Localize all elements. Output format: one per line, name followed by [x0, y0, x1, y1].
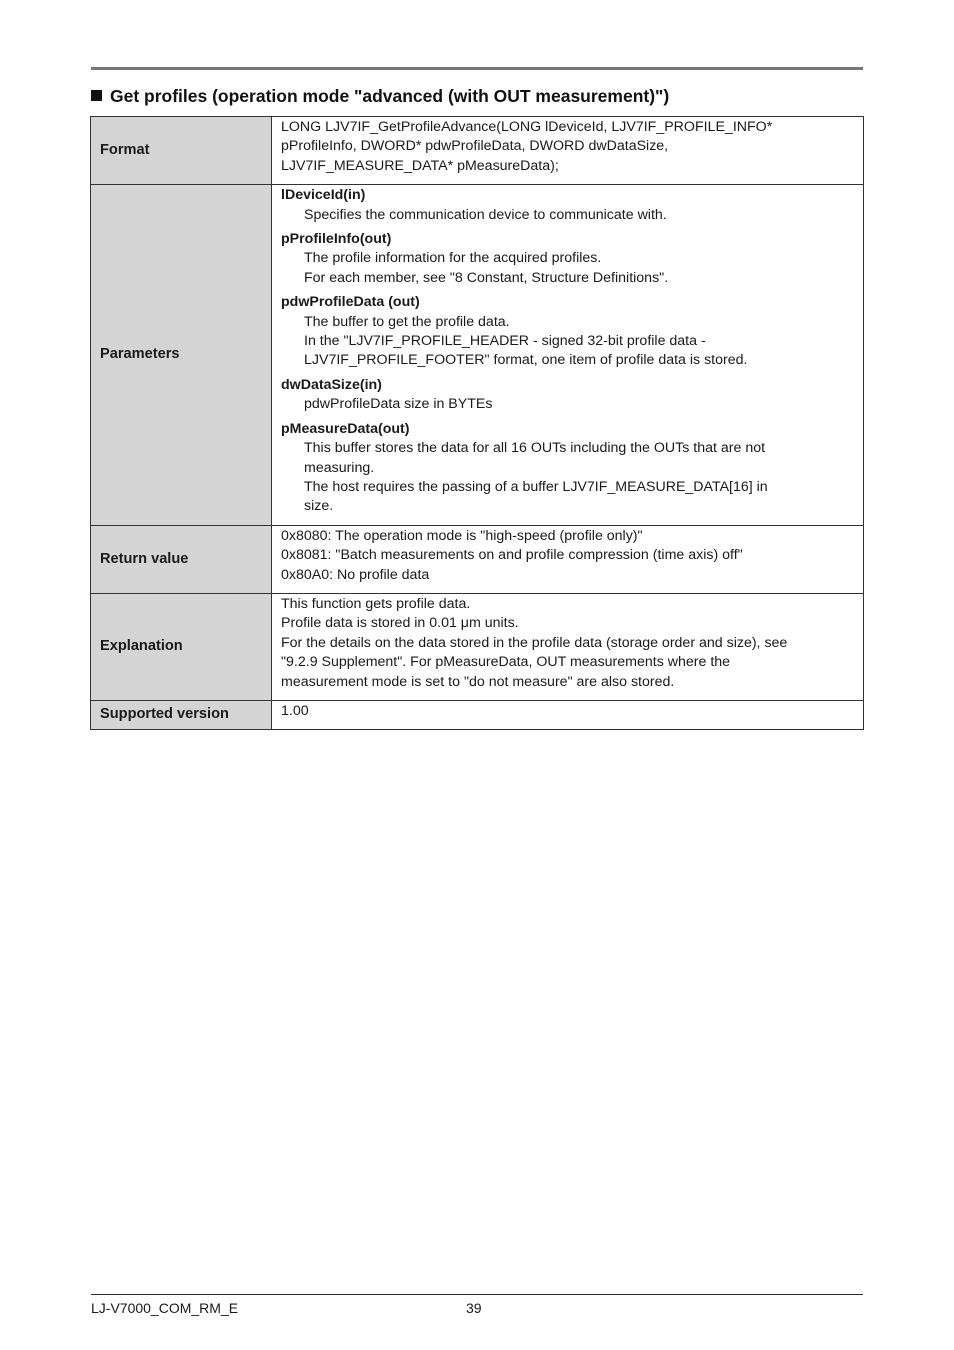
param-name: pdwProfileData (out): [281, 294, 420, 311]
section-heading: [91, 86, 669, 107]
explanation-line: Profile data is stored in 0.01 μm units.: [281, 615, 519, 632]
row-supported-version: [91, 700, 864, 729]
param-desc: Specifies the communication device to communicate with.: [304, 206, 667, 223]
spec-table: [90, 116, 864, 730]
footer-rule: [91, 1294, 863, 1295]
explanation-line: This function gets profile data.: [281, 595, 471, 612]
param-desc: pdwProfileData size in BYTEs: [304, 396, 493, 413]
param-desc: size.: [304, 498, 334, 515]
param-name: dwDataSize(in): [281, 376, 382, 393]
top-rule: [91, 67, 863, 70]
format-content: [272, 117, 864, 185]
explanation-line: For the details on the data stored in the profile data (storage order and size), see: [281, 634, 788, 651]
row-parameters: [91, 185, 864, 526]
param-desc: The buffer to get the profile data.: [304, 313, 510, 330]
param-desc: This buffer stores the data for all 16 OUTs including the OUTs that are not: [304, 440, 766, 457]
explanation-label: Explanation: [91, 593, 272, 700]
return-value-label: Return value: [91, 525, 272, 593]
format-line: LJV7IF_MEASURE_DATA* pMeasureData);: [281, 157, 559, 174]
explanation-content: [272, 593, 864, 700]
row-format: [91, 117, 864, 185]
parameters-content: [272, 185, 864, 526]
row-return-value: [91, 525, 864, 593]
param-desc: The profile information for the acquired profiles.: [304, 250, 602, 267]
format-line: LONG LJV7IF_GetProfileAdvance(LONG lDeviceId, LJV7IF_PROFILE_INFO*: [281, 119, 773, 135]
param-desc: For each member, see "8 Constant, Structure Definitions".: [304, 269, 669, 286]
return-value-line: 0x8080: The operation mode is "high-speed (profile only)": [281, 527, 643, 544]
return-value-line: 0x80A0: No profile data: [281, 566, 430, 583]
explanation-line: measurement mode is set to "do not measure" are also stored.: [281, 673, 675, 690]
parameters-label: Parameters: [91, 185, 272, 526]
format-line: pProfileInfo, DWORD* pdwProfileData, DWORD dwDataSize,: [281, 138, 669, 155]
return-value-line: 0x8081: "Batch measurements on and profile compression (time axis) off": [281, 547, 743, 564]
format-label: Format: [91, 117, 272, 185]
supported-version-value: 1.00: [272, 700, 864, 729]
param-desc: measuring.: [304, 459, 375, 476]
param-name: lDeviceId(in): [281, 187, 366, 204]
supported-version-label: Supported version: [91, 700, 272, 729]
section-heading-text: Get profiles (operation mode "advanced (with OUT measurement)"): [110, 86, 670, 106]
footer-page-number: 39: [466, 1300, 482, 1316]
explanation-line: "9.2.9 Supplement". For pMeasureData, OUT measurements where the: [281, 654, 731, 671]
param-desc: LJV7IF_PROFILE_FOOTER" format, one item of profile data is stored.: [304, 352, 748, 369]
row-explanation: [91, 593, 864, 700]
square-bullet-icon: [91, 90, 102, 101]
param-desc: In the "LJV7IF_PROFILE_HEADER - signed 32-bit profile data -: [304, 333, 706, 350]
return-value-content: [272, 525, 864, 593]
footer-doc-id: LJ-V7000_COM_RM_E: [91, 1300, 239, 1316]
param-name: pProfileInfo(out): [281, 231, 392, 248]
param-desc: The host requires the passing of a buffer LJV7IF_MEASURE_DATA[16] in: [304, 478, 768, 495]
param-name: pMeasureData(out): [281, 420, 410, 437]
